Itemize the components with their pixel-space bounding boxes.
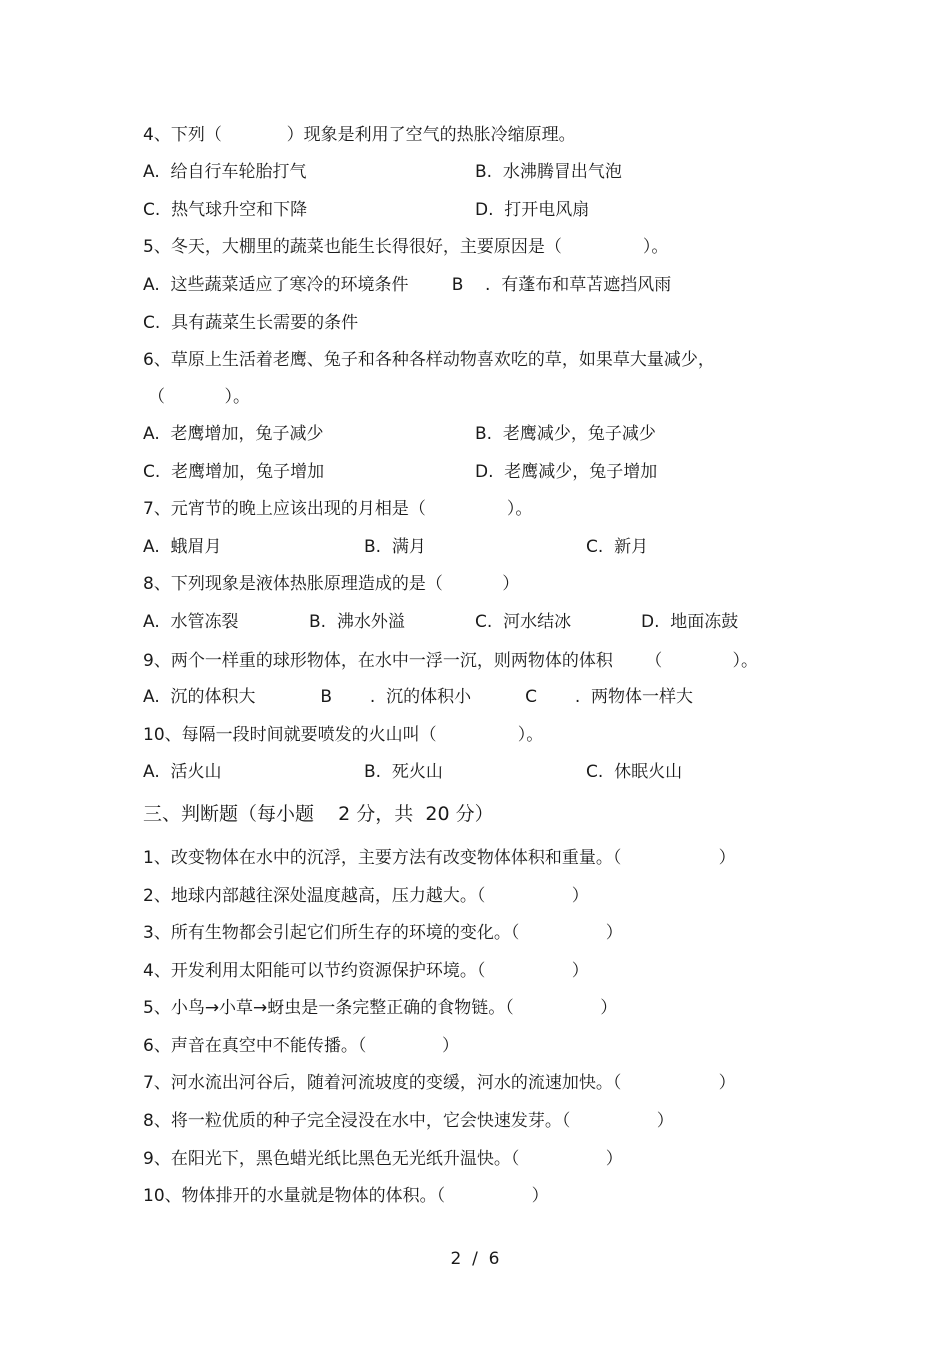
q7-option-b: B. 满月 [364,537,426,557]
q4-option-b: B. 水沸腾冒出气泡 [475,162,622,182]
q4-stem: 4、下列（ ）现象是利用了空气的热胀冷缩原理。 [143,125,576,145]
q7-option-c: C. 新月 [586,537,649,557]
tf-item-7: 7、河水流出河谷后，随着河流坡度的变缓，河水的流速加快。（ ） [143,1073,736,1093]
q10-stem: 10、每隔一段时间就要喷发的火山叫（ ）。 [143,725,544,745]
q5-stem: 5、冬天，大棚里的蔬菜也能生长得很好，主要原因是（ ）。 [143,237,669,257]
q4-option-d: D. 打开电风扇 [475,200,590,220]
q9-stem: 9、两个一样重的球形物体，在水中一浮一沉，则两物体的体积 （ ）。 [143,651,758,671]
tf-item-2: 2、地球内部越往深处温度越高，压力越大。（ ） [143,886,589,906]
tf-item-9: 9、在阳光下，黑色蜡光纸比黑色无光纸升温快。（ ） [143,1149,623,1169]
q6-option-a: A. 老鹰增加，兔子减少 [143,424,324,444]
tf-item-3: 3、所有生物都会引起它们所生存的环境的变化。（ ） [143,923,623,943]
q8-option-a: A. 水管冻裂 [143,612,239,632]
q6-option-b: B. 老鹰减少，兔子减少 [475,424,656,444]
q8-option-d: D. 地面冻鼓 [641,612,739,632]
q4-option-a: A. 给自行车轮胎打气 [143,162,307,182]
tf-item-8: 8、将一粒优质的种子完全浸没在水中，它会快速发芽。（ ） [143,1111,674,1131]
q6-option-d: D. 老鹰减少，兔子增加 [475,462,658,482]
q5-option-c: C. 具有蔬菜生长需要的条件 [143,313,359,333]
tf-item-4: 4、开发利用太阳能可以节约资源保护环境。（ ） [143,961,589,981]
q8-option-c: C. 河水结冰 [475,612,572,632]
q8-stem: 8、下列现象是液体热胀原理造成的是（ ） [143,574,520,594]
q4-option-c: C. 热气球升空和下降 [143,200,308,220]
q8-option-b: B. 沸水外溢 [309,612,405,632]
q6-stem: 6、草原上生活着老鹰、兔子和各种各样动物喜欢吃的草，如果草大量减少， [143,350,715,370]
q10-option-c: C. 休眠火山 [586,762,683,782]
tf-item-5: 5、小鸟→小草→蚜虫是一条完整正确的食物链。（ ） [143,998,618,1018]
tf-item-10: 10、物体排开的水量就是物体的体积。（ ） [143,1186,549,1206]
q5-option-a-b: A. 这些蔬菜适应了寒冷的环境条件 B . 有蓬布和草苫遮挡风雨 [143,275,672,295]
q9-options: A. 沉的体积大 B . 沉的体积小 C . 两物体一样大 [143,687,694,707]
tf-item-1: 1、改变物体在水中的沉浮，主要方法有改变物体体积和重量。（ ） [143,848,736,868]
section-3-title: 三、判断题（每小题 2 分，共 20 分） [143,803,494,825]
tf-item-6: 6、声音在真空中不能传播。（ ） [143,1036,459,1056]
q10-option-b: B. 死火山 [364,762,443,782]
q6-stem-blank: （ ）。 [148,387,250,407]
page-number: 2 / 6 [450,1249,500,1269]
q6-option-c: C. 老鹰增加，兔子增加 [143,462,325,482]
q7-option-a: A. 蛾眉月 [143,537,222,557]
q7-stem: 7、元宵节的晚上应该出现的月相是（ ）。 [143,499,533,519]
q10-option-a: A. 活火山 [143,762,222,782]
